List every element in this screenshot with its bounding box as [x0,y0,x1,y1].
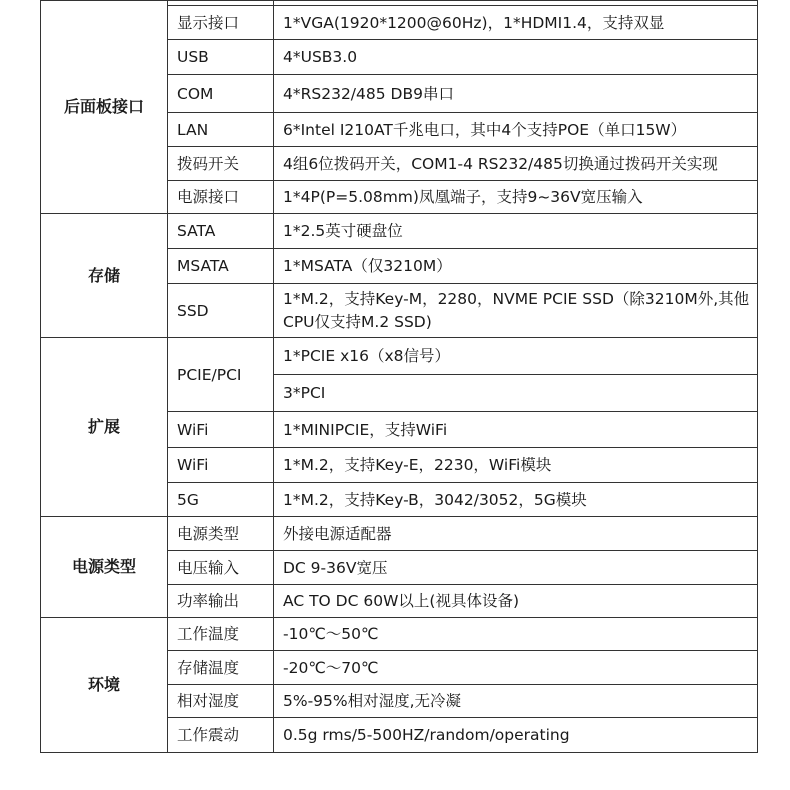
row-value: AC TO DC 60W以上(视具体设备) [274,585,758,618]
row-label: 显示接口 [168,6,274,40]
row-label: 工作震动 [168,718,274,753]
row-label: 5G [168,483,274,517]
table-row [41,517,758,551]
row-value: 5%-95%相对湿度,无冷凝 [274,685,758,718]
row-label: 工作温度 [168,618,274,651]
row-value: 4*RS232/485 DB9串口 [274,75,758,113]
category-cell: 存储 [41,214,168,338]
row-label: 存储温度 [168,651,274,685]
row-label: USB [168,40,274,75]
row-label: WiFi [168,448,274,483]
row-value: 外接电源适配器 [274,517,758,551]
row-value: 4组6位拨码开关，COM1-4 RS232/485切换通过拨码开关实现 [274,147,758,181]
row-label: PCIE/PCI [168,338,274,412]
row-value: 1*VGA(1920*1200@60Hz)，1*HDMI1.4，支持双显 [274,6,758,40]
row-label: COM [168,75,274,113]
row-label: 电压输入 [168,551,274,585]
table-row [41,338,758,375]
row-value: 1*PCIE x16（x8信号） [274,338,758,375]
row-label: LAN [168,113,274,147]
row-label: SATA [168,214,274,249]
row-value: 4*USB3.0 [274,40,758,75]
row-value: 1*M.2，支持Key-B，3042/3052，5G模块 [274,483,758,517]
row-label: WiFi [168,412,274,448]
row-label: MSATA [168,249,274,284]
category-cell: 电源类型 [41,517,168,618]
row-value: 1*4P(P=5.08mm)凤凰端子，支持9~36V宽压输入 [274,181,758,214]
row-label: SSD [168,284,274,338]
row-label: 拨码开关 [168,147,274,181]
row-value: DC 9-36V宽压 [274,551,758,585]
row-label: 相对湿度 [168,685,274,718]
row-value: 0.5g rms/5-500HZ/random/operating [274,718,758,753]
row-value: -20℃～70℃ [274,651,758,685]
table-row [41,618,758,651]
table-row [41,214,758,249]
row-value: 3*PCI [274,375,758,412]
row-label: 电源类型 [168,517,274,551]
row-value: 6*Intel I210AT千兆电口，其中4个支持POE（单口15W） [274,113,758,147]
row-value: 1*M.2，支持Key-E，2230，WiFi模块 [274,448,758,483]
spec-table [40,0,758,753]
row-value: 1*MSATA（仅3210M） [274,249,758,284]
row-value: 1*MINIPCIE，支持WiFi [274,412,758,448]
row-value: 1*M.2，支持Key-M，2280，NVME PCIE SSD（除3210M外,其他CPU仅支持M.2 SSD) [274,284,758,338]
category-cell: 扩展 [41,338,168,517]
row-value: -10℃～50℃ [274,618,758,651]
row-value: 1*2.5英寸硬盘位 [274,214,758,249]
category-cell: 后面板接口 [41,1,168,214]
row-label: 功率输出 [168,585,274,618]
category-cell: 环境 [41,618,168,753]
row-label: 电源接口 [168,181,274,214]
